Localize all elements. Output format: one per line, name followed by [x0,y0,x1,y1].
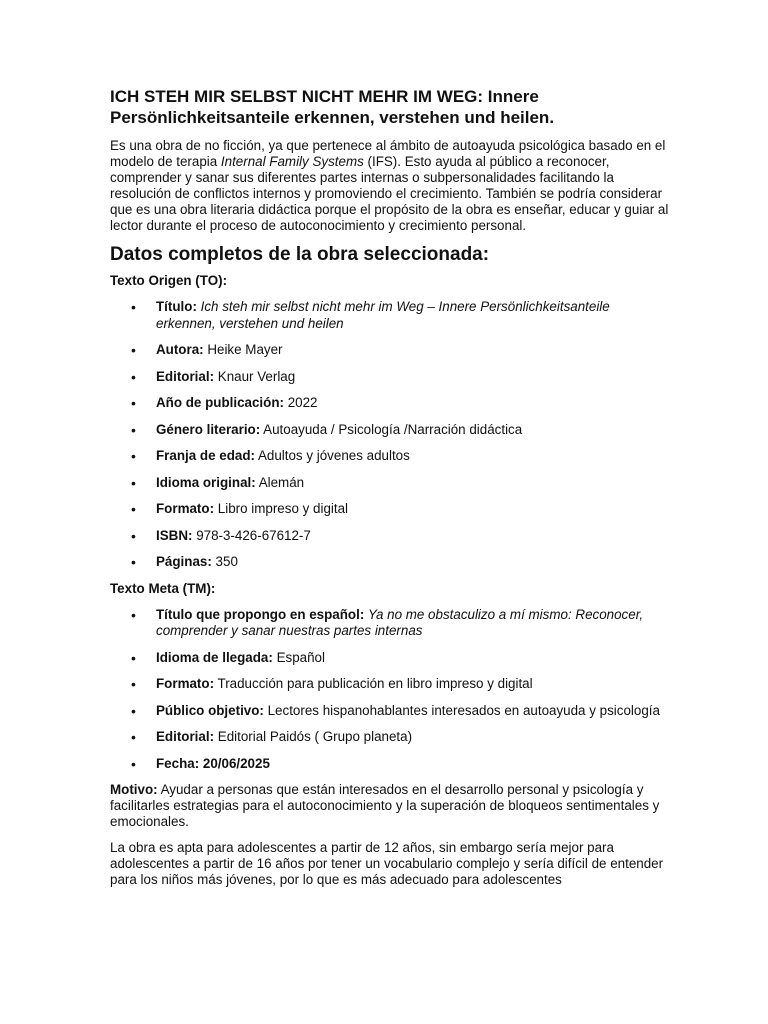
list-item [110,756,670,773]
bullet-icon: • [131,606,136,623]
item-value: Traducción para publicación en libro impreso y digital [217,676,533,691]
item-value: 978-3-426-67612-7 [196,527,311,543]
item-value: Ich steh mir selbst nicht mehr im Weg – Innere Persönlichkeitsanteile erkennen, verstehen und heilen [156,299,610,331]
intro-text-2: (IFS). Esto ayuda al público a reconocer, comprender y sanar sus diferentes partes internas o subpersonalidades facilitando la resolución de conflictos internos y promoviendo el crecimiento. También se podría considerar que es una obra literaria didáctica porque el propósito de la obra es enseñar, educar y guiar al lector durante el proceso de autoconocimiento y crecimiento personal. [110,154,669,233]
list-item [110,448,670,465]
bullet-icon: • [131,368,136,385]
bullet-icon: • [131,474,136,491]
item-value: Alemán [258,474,305,490]
item-key: Formato: [156,501,215,516]
item-value: Libro impreso y digital [217,501,349,516]
item-key: Editorial: [156,368,215,384]
bullet-icon: • [131,755,136,772]
item-key: Público objetivo: [156,702,264,718]
item-key: ISBN: [156,527,193,543]
list-item [110,501,670,518]
item-key: Título que propongo en español: [156,606,365,622]
item-value: Autoayuda / Psicología /Narración didáctica [263,421,523,437]
bullet-icon: • [131,527,136,544]
document-content [110,86,670,898]
item-value: Lectores hispanohablantes interesados en autoayuda y psicología [267,702,660,718]
intro-paragraph [110,138,670,234]
list-item [110,729,670,746]
item-key: Idioma original: [156,474,256,490]
list-item [110,650,670,667]
item-value: Ya no me obstaculizo a mí mismo: Reconocer, comprender y sanar nuestras partes internas [156,606,644,638]
list-item [110,299,670,332]
closing-paragraph: La obra es apta para adolescentes a partir de 12 años, sin embargo sería mejor para adolescentes a partir de 16 años por tener un vocabulario complejo y sería difícil de entender para los niños más jóvenes, por lo que es más adecuado para adolescentes [110,840,664,887]
item-value: Adultos y jóvenes adultos [257,448,410,463]
item-value: Editorial Paidós ( Grupo planeta) [217,729,413,744]
item-value: Heike Mayer [207,342,283,357]
tm-list [110,607,670,773]
motivo-key: Motivo: [110,782,158,797]
bullet-icon: • [131,395,136,411]
item-key: Idioma de llegada: [156,649,273,665]
tm-label: Texto Meta (TM): [110,580,216,596]
to-list [110,299,670,571]
item-key: Franja de edad: [156,448,255,463]
motivo-text: Ayudar a personas que están interesados en el desarrollo personal y psicología y facilitarles estrategias para el autoconocimiento y la superación de bloqueos sentimentales y emocionales. [110,782,660,829]
list-item [110,342,670,359]
item-key: Autora: [156,342,204,357]
list-item [110,369,670,386]
list-item [110,422,670,439]
list-item [110,528,670,545]
item-key: Género literario: [156,421,261,437]
intro-text-1: Es una obra de no ficción, ya que pertenece al ámbito de autoayuda psicológica basado en el modelo de terapia [110,138,666,169]
intro-italic: Internal Family Systems [220,154,364,169]
bullet-icon: • [131,421,136,438]
item-key: Fecha: 20/06/2025 [156,755,270,771]
item-key: Título: [156,299,197,314]
list-item [110,475,670,492]
bullet-icon: • [131,299,136,315]
item-value: Español [276,649,325,665]
bullet-icon: • [131,448,136,464]
bullet-icon: • [131,729,136,745]
item-value: 2022 [287,395,318,410]
bullet-icon: • [131,702,136,719]
item-value: Knaur Verlag [217,368,296,384]
document-title: ICH STEH MIR SELBST NICHT MEHR IM WEG: Innere Persönlichkeitsanteile erkennen, verstehen und heilen. [110,87,555,127]
bullet-icon: • [131,649,136,666]
to-label: Texto Origen (TO): [110,273,228,288]
section-heading: Datos completos de la obra seleccionada: [110,244,490,265]
motivo-paragraph [110,782,670,830]
item-key: Formato: [156,676,215,691]
list-item [110,703,670,720]
item-key: Año de publicación: [156,395,284,410]
list-item [110,607,670,640]
bullet-icon: • [131,342,136,358]
bullet-icon: • [131,554,136,570]
list-item [110,395,670,412]
bullet-icon: • [131,676,136,692]
item-value: 350 [215,554,238,569]
item-key: Editorial: [156,729,215,744]
list-item [110,676,670,693]
list-item [110,554,670,571]
item-key: Páginas: [156,554,212,569]
bullet-icon: • [131,501,136,517]
